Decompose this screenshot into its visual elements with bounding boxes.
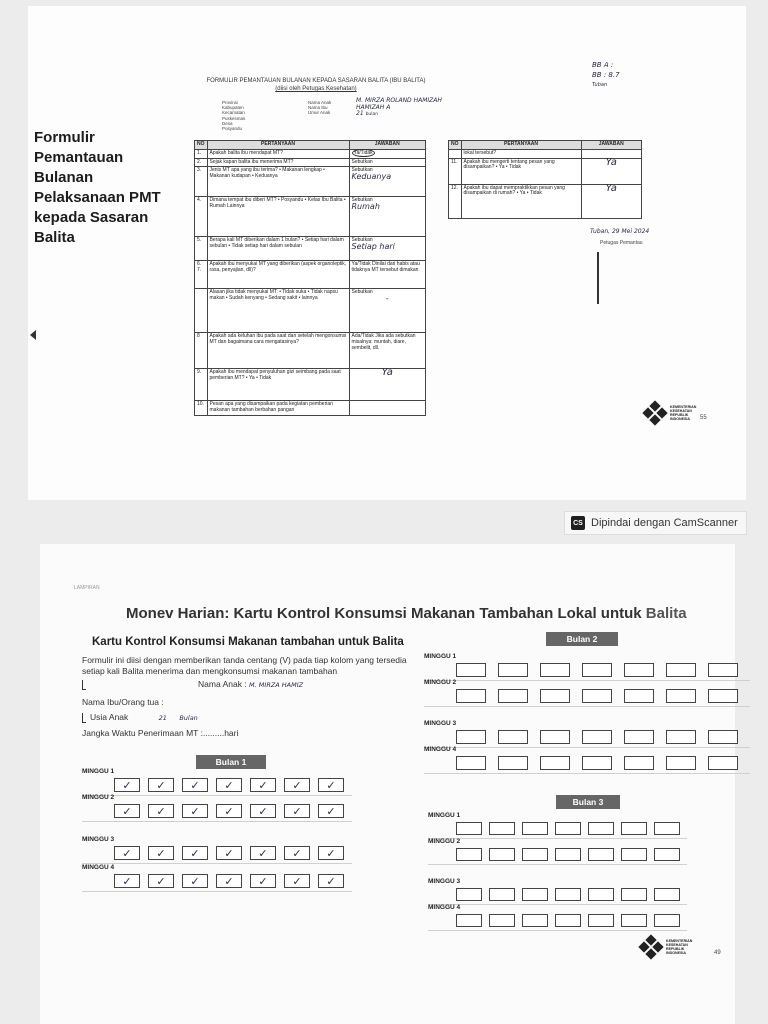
check-cell[interactable]: ✓	[114, 804, 140, 818]
table-row	[195, 289, 426, 333]
check-cell[interactable]: ✓	[284, 846, 310, 860]
check-cell[interactable]	[456, 848, 482, 861]
side-title-line: Pelaksanaan PMT	[34, 189, 161, 206]
week-label: MINGGU 2	[424, 679, 457, 686]
check-cell[interactable]	[456, 914, 482, 927]
check-cell[interactable]: ✓	[216, 778, 242, 792]
check-cell[interactable]	[621, 914, 647, 927]
age-label: Usia Anak	[90, 712, 129, 722]
check-cell[interactable]: ✓	[284, 804, 310, 818]
ident-right-label: Nama Anak	[308, 100, 332, 105]
month-2-tag: Bulan 2	[546, 632, 618, 646]
check-cell[interactable]: ✓	[250, 846, 276, 860]
week-label: MINGGU 3	[428, 878, 461, 885]
grid-line	[424, 706, 750, 707]
side-title-line: Pemantauan	[34, 149, 124, 166]
side-title-line: Bulanan	[34, 169, 94, 186]
grid-line	[424, 747, 750, 748]
check-cell[interactable]	[666, 689, 696, 703]
check-cell[interactable]	[582, 730, 612, 744]
check-cell[interactable]	[555, 822, 581, 835]
week-label: MINGGU 4	[424, 746, 457, 753]
camscanner-icon: CS	[571, 516, 585, 530]
hw-answer: Rumah	[351, 202, 380, 212]
ident-right-label: Umur Anak	[308, 110, 331, 116]
check-cell[interactable]: ✓	[148, 778, 174, 792]
card-title: Kartu Kontrol Konsumsi Makanan tambahan untuk Balita	[92, 636, 404, 648]
week-label: MINGGU 1	[428, 812, 461, 819]
side-title-line: kepada Sasaran	[34, 209, 149, 226]
check-cell[interactable]	[489, 914, 515, 927]
col-header: JAWABAN	[349, 141, 426, 150]
grid-line	[82, 795, 352, 796]
answer-text: Sebutkan	[351, 237, 373, 244]
check-cell[interactable]	[624, 689, 654, 703]
check-cell[interactable]	[621, 822, 647, 835]
month-1-tag: Bulan 1	[196, 755, 266, 769]
row-question: Alasan jika tidak menyukai MT: • Tidak suka • Tidak napsu makan • Sudah kenyang • Sedang sakit • lainnya	[207, 289, 349, 333]
ident-label: Kecamatan	[222, 110, 245, 116]
row-no: 9.	[195, 369, 208, 401]
logo-line: INDONESIA	[666, 951, 686, 955]
form-subtitle: (diisi oleh Petugas Kesehatan)	[275, 86, 357, 92]
check-cell[interactable]: ✓	[148, 846, 174, 860]
check-cell[interactable]: ✓	[114, 874, 140, 888]
row-question: Berapa kali MT diberikan dalam 1 bulan? • Setiap hari dalam sebulan • Tidak setiap hari dalam sebulan	[207, 237, 349, 261]
table-row	[195, 149, 426, 158]
check-cell[interactable]: ✓	[182, 778, 208, 792]
check-cell[interactable]	[588, 888, 614, 901]
check-cell[interactable]: ✓	[250, 778, 276, 792]
check-cell[interactable]	[588, 848, 614, 861]
check-cell[interactable]	[498, 756, 528, 770]
table-row	[195, 369, 426, 401]
check-cell[interactable]	[624, 730, 654, 744]
signature-label: Petugas Pemantau	[600, 240, 643, 246]
check-cell[interactable]	[522, 848, 548, 861]
check-cell[interactable]	[540, 756, 570, 770]
check-cell[interactable]: ✓	[250, 804, 276, 818]
check-cell[interactable]	[654, 914, 680, 927]
check-cell[interactable]	[624, 663, 654, 677]
ident-label: Puskesmas	[222, 115, 246, 121]
logo-line: KESEHATAN	[670, 409, 692, 413]
week-label: MINGGU 1	[82, 768, 115, 775]
logo-line: INDONESIA	[670, 417, 690, 421]
question-table-left	[194, 140, 426, 416]
hw-child-name: M. MIRZA ROLAND HAMIZAH	[356, 97, 442, 104]
row-answer: Sebutkan	[349, 158, 426, 167]
week-label: MINGGU 2	[82, 794, 115, 801]
intro-text: Formulir ini diisi dengan memberikan tanda centang (V) pada tiap kolom yang tersedia setiap kali Balita menerima dan mengkonsumsi makanan tambahan	[82, 655, 407, 676]
row-question: Apakah ibu dapat mempraktikkan pesan yang disampaikan di rumah? • Ya • Tidak	[461, 184, 581, 218]
check-cell[interactable]: ✓	[148, 874, 174, 888]
check-cell[interactable]	[654, 848, 680, 861]
check-cell[interactable]: ✓	[114, 846, 140, 860]
check-cell[interactable]: ✓	[182, 874, 208, 888]
grid-line	[424, 680, 750, 681]
age-unit: bulan	[365, 112, 379, 117]
row-answer	[581, 158, 642, 184]
check-cell[interactable]: ✓	[216, 846, 242, 860]
grid-line	[428, 838, 687, 839]
check-cell[interactable]	[456, 663, 486, 677]
table-row	[195, 261, 426, 289]
check-cell[interactable]	[540, 730, 570, 744]
col-header: NO	[195, 141, 208, 150]
answer-text: Sebutkan	[351, 289, 373, 296]
form-header	[196, 77, 436, 93]
col-header: JAWABAN	[581, 141, 642, 150]
row-no: 11.	[449, 158, 462, 184]
handwritten-measurements	[592, 60, 620, 90]
hw-answer: Setiap hari	[351, 242, 395, 252]
hw-child-name: M. MIRZA HAMIZ	[249, 681, 304, 689]
table-row	[195, 401, 426, 416]
check-cell[interactable]: ✓	[250, 874, 276, 888]
col-header: PERTANYAAN	[207, 141, 349, 150]
identity-labels	[222, 100, 245, 131]
ident-label: Kabupaten	[222, 105, 244, 111]
check-cell[interactable]	[522, 822, 548, 835]
table-row	[195, 197, 426, 237]
col-header: NO	[449, 141, 462, 150]
grid-line	[82, 863, 352, 864]
week-label: MINGGU 3	[424, 720, 457, 727]
check-cell[interactable]	[621, 848, 647, 861]
check-cell[interactable]	[582, 663, 612, 677]
ident-right-label: Nama Ibu	[308, 105, 328, 111]
question-table-right	[448, 140, 642, 219]
check-cell[interactable]	[522, 888, 548, 901]
hw-answer: Ya	[605, 156, 617, 168]
check-cell[interactable]	[498, 663, 528, 677]
row-question: Sejak kapan balita ibu menerima MT?	[207, 158, 349, 167]
check-cell[interactable]	[582, 689, 612, 703]
hw-measure: BB : 8.7	[592, 71, 620, 79]
row-no: 6. 7.	[195, 261, 208, 289]
table-row	[195, 158, 426, 167]
camscanner-label: Dipindai dengan CamScanner	[591, 517, 738, 529]
row-no: 12.	[449, 184, 462, 218]
row-answer: Ada/Tidak Jika ada sebutkan misalnya: muntah, diare, sembelit, dll.	[349, 333, 426, 369]
row-answer	[349, 369, 426, 401]
check-cell[interactable]	[708, 663, 738, 677]
handwritten-identity	[356, 98, 442, 119]
check-cell[interactable]	[708, 730, 738, 744]
check-cell[interactable]: ✓	[114, 778, 140, 792]
row-no: 1.	[195, 149, 208, 158]
grid-line	[428, 930, 687, 931]
col-header: PERTANYAAN	[461, 141, 581, 150]
check-cell[interactable]	[522, 914, 548, 927]
title-accent: Balita	[645, 605, 687, 622]
check-cell[interactable]	[588, 914, 614, 927]
check-cell[interactable]	[498, 730, 528, 744]
check-cell[interactable]	[654, 822, 680, 835]
row-answer	[349, 401, 426, 416]
row-no: 2.	[195, 158, 208, 167]
row-answer	[349, 237, 426, 261]
row-no	[449, 149, 462, 158]
hw-measure: BB A :	[592, 61, 614, 69]
logo-line: KEMENTERIAN	[666, 939, 693, 943]
check-cell[interactable]: ✓	[216, 804, 242, 818]
row-no: 4.	[195, 197, 208, 237]
answer-text: Ya/Tidak	[353, 149, 373, 156]
check-cell[interactable]	[621, 888, 647, 901]
ident-label: Posyandu	[222, 126, 243, 132]
check-cell[interactable]: ✓	[318, 846, 344, 860]
week-label: MINGGU 1	[424, 653, 457, 660]
check-cell[interactable]	[666, 730, 696, 744]
check-cell[interactable]	[708, 756, 738, 770]
check-cell[interactable]: ✓	[318, 778, 344, 792]
check-cell[interactable]	[708, 689, 738, 703]
row-answer	[349, 167, 426, 197]
check-cell[interactable]: ✓	[182, 846, 208, 860]
month-3-tag: Bulan 3	[556, 795, 620, 809]
row-question: Apakah balita ibu mendapat MT?	[207, 149, 349, 158]
table-row	[449, 184, 642, 218]
duration-label: Jangka Waktu Penerimaan MT :.........hari	[82, 728, 239, 738]
corner-tag: LAMPIRAN	[74, 585, 100, 591]
check-cell[interactable]	[624, 756, 654, 770]
answer-text: Sebutkan	[351, 167, 373, 174]
answer-text: Sebutkan	[351, 197, 373, 204]
page-title	[126, 605, 687, 622]
logo-line: REPUBLIK	[670, 413, 689, 417]
scan-arrow-icon	[30, 330, 36, 340]
check-cell[interactable]	[456, 730, 486, 744]
grid-line	[428, 864, 687, 865]
check-cell[interactable]	[582, 756, 612, 770]
check-cell[interactable]	[555, 914, 581, 927]
check-cell[interactable]	[489, 888, 515, 901]
check-cell[interactable]: ✓	[182, 804, 208, 818]
week-label: MINGGU 4	[82, 864, 115, 871]
check-cell[interactable]	[456, 888, 482, 901]
week-label: MINGGU 3	[82, 836, 115, 843]
row-answer: Ya/Tidak Dinilai dari habis atau tidaknya MT tersebut dimakan	[349, 261, 426, 289]
check-cell[interactable]	[498, 689, 528, 703]
age-unit: Bulan	[179, 714, 198, 722]
ministry-logo-icon	[644, 402, 666, 424]
table-row	[449, 158, 642, 184]
row-no: 3.	[195, 167, 208, 197]
row-answer	[349, 289, 426, 333]
row-question: Apakah ada keluhan ibu pada saat dan setelah mengonsumsi MT dan bagaimana cara mengatasinya?	[207, 333, 349, 369]
child-name-field	[82, 679, 303, 690]
row-no: 8	[195, 333, 208, 369]
form-title: FORMULIR PEMANTAUAN BULANAN KEPADA SASARAN BALITA (IBU BALITA)	[206, 78, 426, 84]
page-number: 55	[700, 415, 707, 421]
check-cell[interactable]	[588, 822, 614, 835]
row-question: Jenis MT apa yang ibu terima? • Makanan lengkap • Makanan kudapan • Keduanya	[207, 167, 349, 197]
check-cell[interactable]	[456, 822, 482, 835]
check-cell[interactable]	[540, 689, 570, 703]
hw-answer: Keduanya	[351, 172, 392, 182]
page-number: 49	[714, 950, 721, 956]
table-row	[195, 333, 426, 369]
hw-answer: Ya	[605, 182, 617, 194]
week-label: MINGGU 2	[428, 838, 461, 845]
ministry-logo-icon	[640, 936, 662, 958]
ident-label: Provinsi	[222, 100, 239, 105]
camscanner-badge	[564, 511, 747, 535]
hw-answer: -	[385, 294, 389, 304]
grid-line	[82, 821, 352, 822]
week-label: MINGGU 4	[428, 904, 461, 911]
hw-age: 21	[356, 110, 364, 117]
row-question: Apakah ibu mendapat penyuluhan gizi seimbang pada saat pemberian MT? • Ya • Tidak	[207, 369, 349, 401]
check-cell[interactable]: ✓	[318, 874, 344, 888]
row-no: 5.	[195, 237, 208, 261]
row-question: Apakah ibu mengerti tentang pesan yang disampaikan? • Ya • Tidak	[461, 158, 581, 184]
identity-right-labels	[308, 100, 331, 116]
row-answer	[349, 197, 426, 237]
check-cell[interactable]	[555, 848, 581, 861]
row-no	[195, 289, 208, 333]
grid-line	[428, 904, 687, 905]
check-cell[interactable]	[456, 689, 486, 703]
side-title	[34, 128, 194, 248]
hw-age: 21	[158, 714, 167, 722]
check-cell[interactable]	[489, 822, 515, 835]
check-cell[interactable]: ✓	[148, 804, 174, 818]
row-question: Apakah ibu menyukai MT yang diberikan (aspek organoleptik, rasa, penyajian, dll)?	[207, 261, 349, 289]
check-cell[interactable]: ✓	[284, 778, 310, 792]
check-cell[interactable]	[555, 888, 581, 901]
hw-answer: Ya	[381, 367, 393, 379]
table-row	[195, 237, 426, 261]
hw-measure: Tuban	[592, 82, 608, 88]
check-cell[interactable]	[456, 756, 486, 770]
logo-line: REPUBLIK	[666, 947, 685, 951]
check-cell[interactable]	[666, 663, 696, 677]
title-main: Monev Harian: Kartu Kontrol Konsumsi Makanan Tambahan Lokal untuk	[126, 605, 646, 622]
logo-line: KEMENTERIAN	[670, 405, 697, 409]
side-title-line: Formulir	[34, 129, 95, 146]
age-field	[82, 712, 198, 723]
check-cell[interactable]	[654, 888, 680, 901]
check-cell[interactable]: ✓	[216, 874, 242, 888]
row-answer	[581, 184, 642, 218]
row-no: 10.	[195, 401, 208, 416]
ministry-logo-top	[644, 402, 696, 424]
row-answer	[349, 149, 426, 158]
signature-line	[597, 252, 599, 304]
signature-date: Tuban, 29 Mei 2024	[590, 228, 650, 235]
ministry-logo-bottom	[640, 936, 692, 958]
row-question: lokal tersebut?	[461, 149, 581, 158]
check-cell[interactable]	[666, 756, 696, 770]
hw-mother-name: HAMIZAH A	[356, 103, 391, 111]
table-row	[195, 167, 426, 197]
row-question: Dimana tempat ibu diberi MT? • Posyandu • Kelas Ibu Balita • Rumah Lainnya	[207, 197, 349, 237]
child-name-label: Nama Anak :	[198, 679, 247, 689]
side-title-line: Balita	[34, 229, 75, 246]
grid-line	[82, 891, 352, 892]
check-cell[interactable]: ✓	[284, 874, 310, 888]
logo-line: KESEHATAN	[666, 943, 688, 947]
check-cell[interactable]	[489, 848, 515, 861]
mother-name-label: Nama Ibu/Orang tua :	[82, 697, 164, 707]
check-cell[interactable]: ✓	[318, 804, 344, 818]
grid-line	[424, 773, 750, 774]
row-question: Pesan apa yang disampaikan pada kegiatan pemberian makanan tambahan berbahan pangan	[207, 401, 349, 416]
check-cell[interactable]	[540, 663, 570, 677]
ident-label: Desa	[222, 120, 233, 126]
